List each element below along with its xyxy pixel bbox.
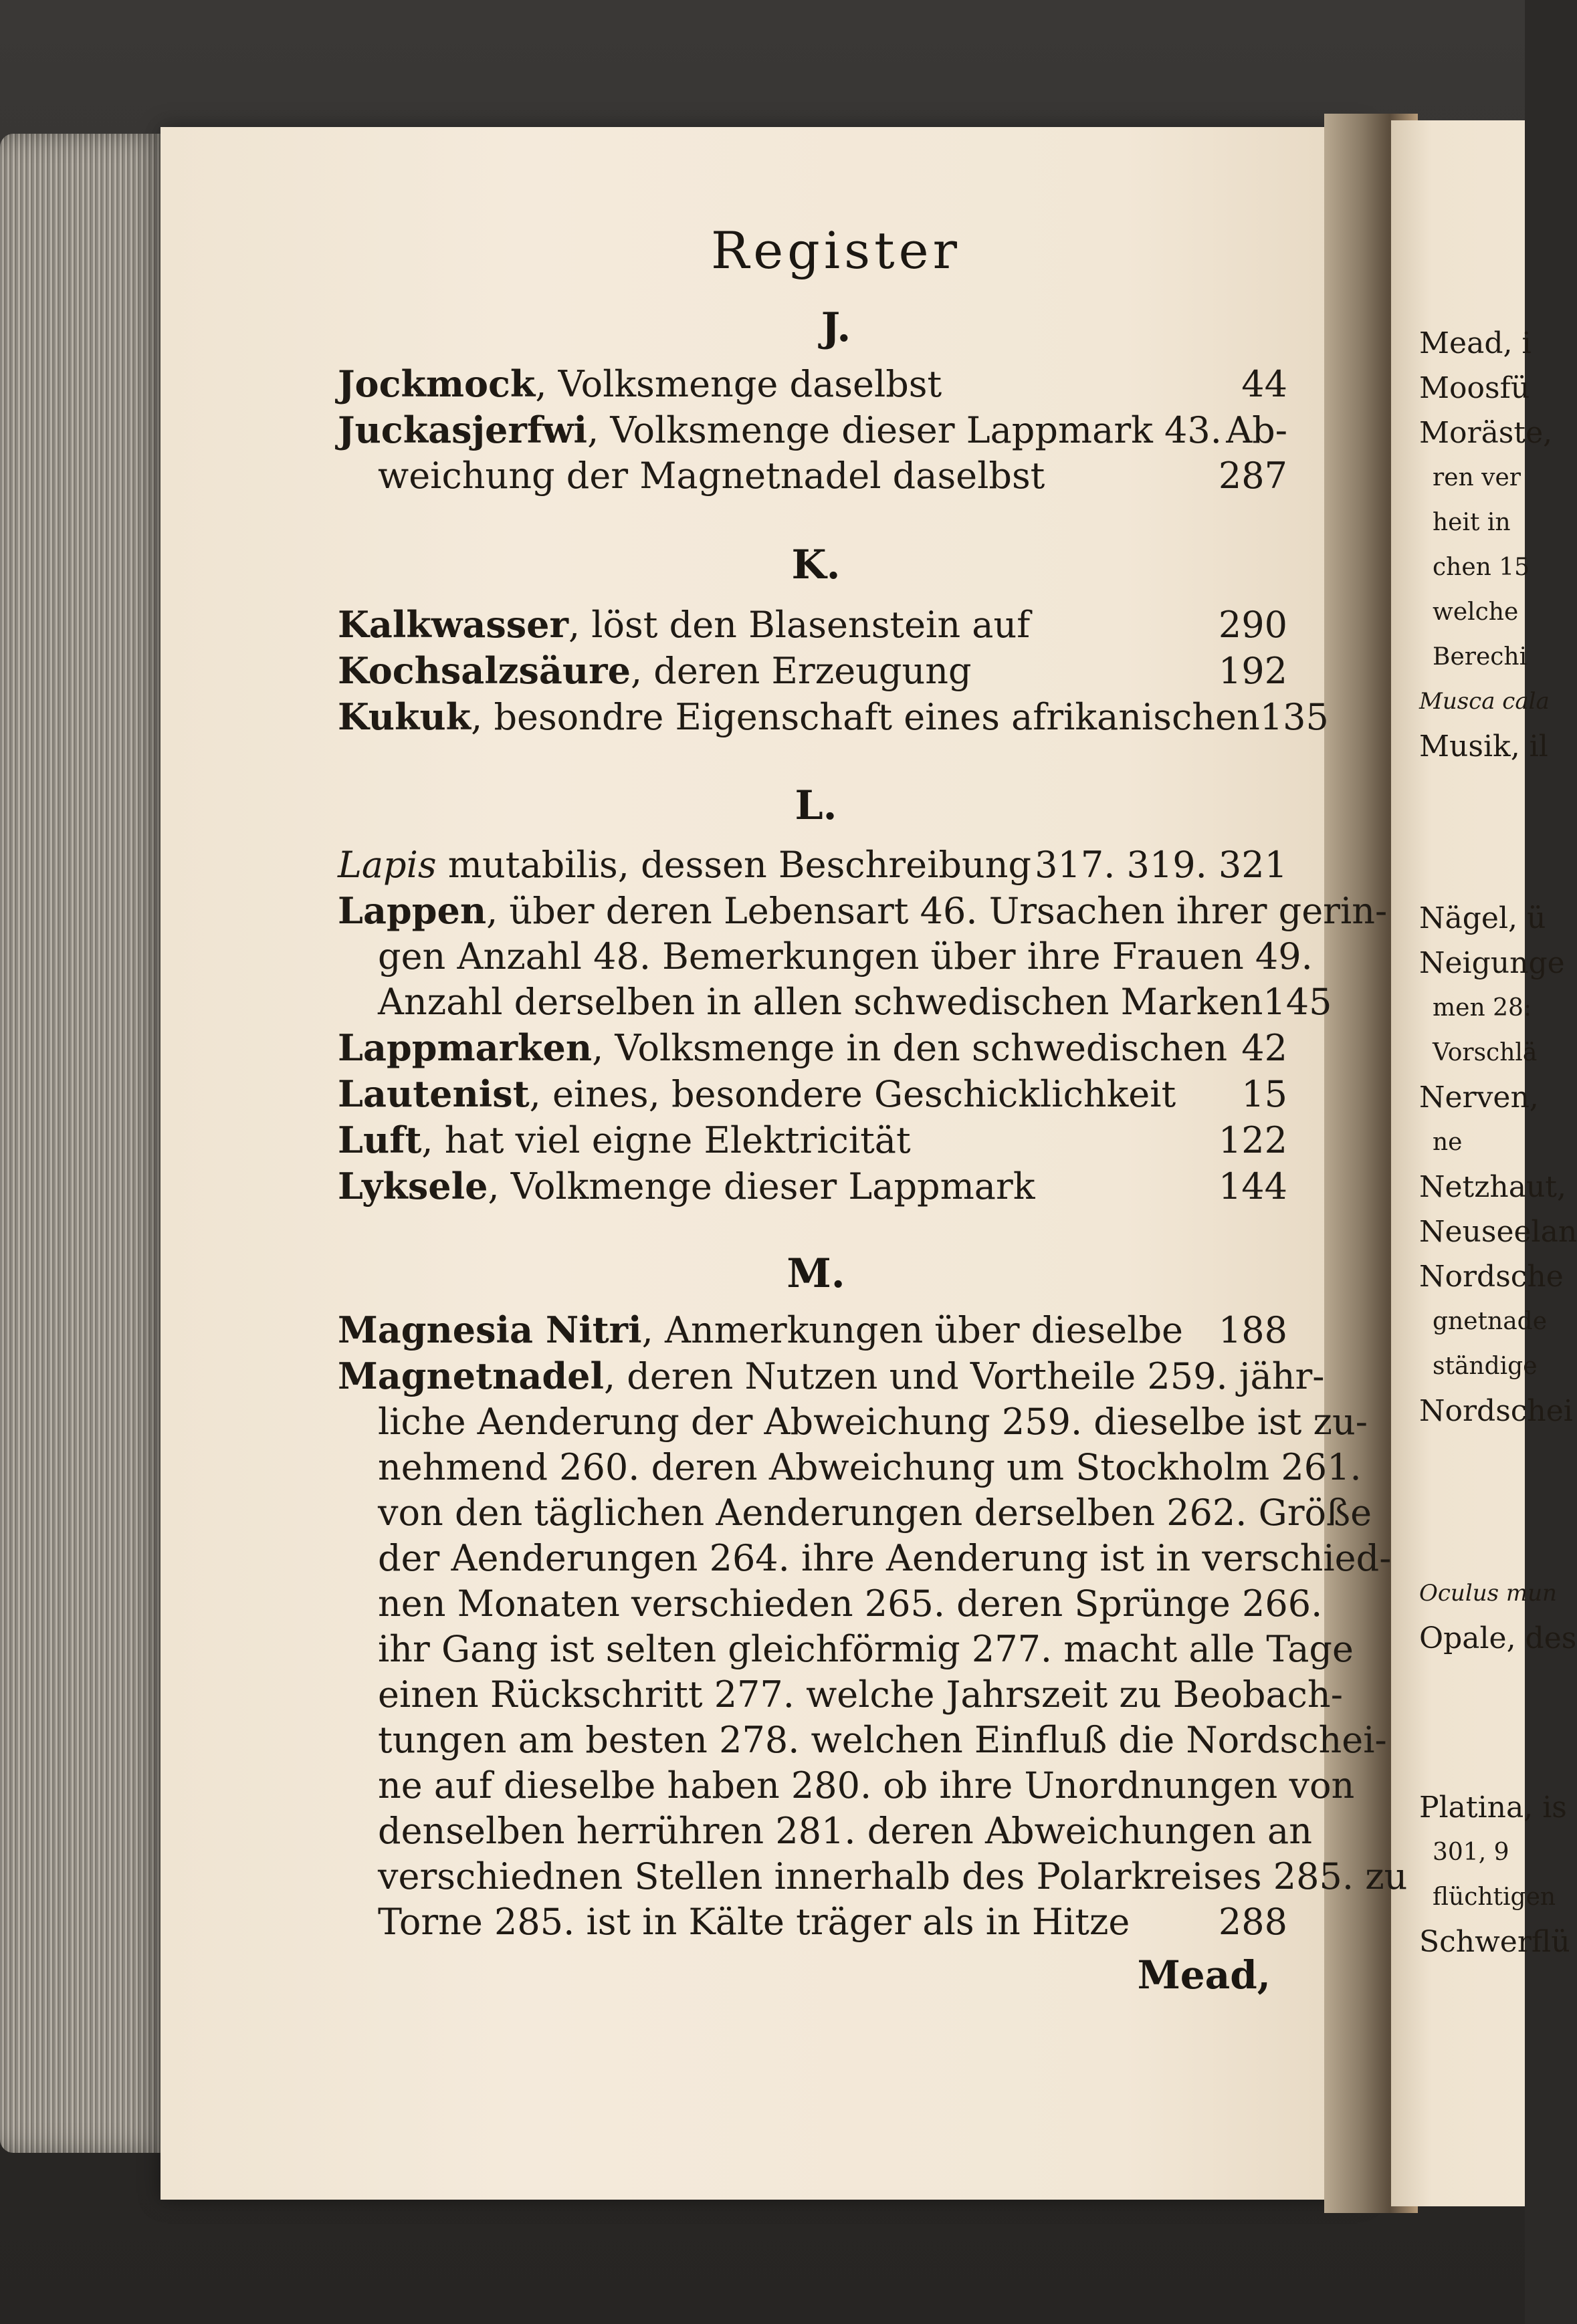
entry-page: 287 [1218, 455, 1287, 497]
entry-page: 135 [1259, 696, 1329, 738]
entry-continuation: Torne 285. ist in Kälte träger als in Hitze [378, 1901, 1130, 1943]
entry-term: Kalkwasser [338, 603, 568, 646]
entry-term: Lautenist [338, 1072, 530, 1115]
entry-page: 15 [1241, 1073, 1287, 1115]
entry-continuation: nehmend 260. deren Abweichung um Stockholm 261. [378, 1446, 1362, 1488]
entry-desc: , Volksmenge in den schwedischen [592, 1027, 1228, 1069]
entry-page: 288 [1218, 1901, 1287, 1943]
facing-line: chen 15 [1433, 554, 1530, 581]
section-j-entries [338, 361, 1287, 499]
facing-line: Musca cala [1419, 688, 1550, 715]
page-title: Register [710, 221, 961, 280]
entry-term: Magnesia Nitri [338, 1308, 642, 1351]
facing-page-text-bottom [1419, 1785, 1570, 1964]
entry-term: Magnetnadel [338, 1355, 604, 1397]
entry-term: Lyksele [338, 1165, 488, 1207]
entry-continuation: denselben herrühren 281. deren Abweichungen an [378, 1810, 1313, 1852]
entry-continuation: gen Anzahl 48. Bemerkungen über ihre Frauen 49. [378, 935, 1313, 977]
facing-line: Platina, is [1419, 1790, 1567, 1825]
facing-line: Netzhaut, [1419, 1170, 1566, 1204]
entry-desc: , Volkmenge dieser Lappmark [488, 1165, 1035, 1207]
entry-term-italic: Lapis [338, 844, 437, 886]
section-letter-m: M. [786, 1250, 845, 1297]
entry-continuation: weichung der Magnetnadel daselbst [378, 455, 1045, 497]
entry-continuation: Anzahl derselben in allen schwedischen Marken [378, 981, 1263, 1023]
facing-line: Musik, il [1419, 729, 1548, 764]
entry-continuation: der Aenderungen 264. ihre Aenderung ist in verschied- [378, 1537, 1392, 1579]
catchword: Mead, [1137, 1952, 1271, 1998]
facing-line: Nerven, [1419, 1080, 1539, 1115]
facing-page-text-middle [1419, 896, 1577, 1433]
index-entry [338, 888, 1388, 1025]
entry-continuation: liche Aenderung der Abweichung 259. dieselbe ist zu- [378, 1401, 1368, 1443]
entry-term: Kukuk [338, 695, 471, 738]
facing-line: Nordschei [1419, 1394, 1573, 1428]
section-l-entries [338, 842, 1388, 1209]
facing-line: men 28: [1433, 994, 1532, 1022]
entry-continuation: von den täglichen Aenderungen derselben 262. Größe [378, 1492, 1372, 1534]
section-k-entries [338, 602, 1329, 740]
entry-desc: , Volksmenge daselbst [535, 363, 942, 405]
entry-page: 317. 319. 321 [1035, 844, 1287, 886]
facing-line: Berechi [1433, 643, 1528, 671]
entry-page: 122 [1218, 1119, 1287, 1161]
facing-line: Moosfü [1419, 371, 1530, 405]
index-entry [338, 1117, 1287, 1163]
section-m-entries [338, 1307, 1408, 1945]
facing-line: ständige [1433, 1353, 1538, 1380]
index-entry [338, 407, 1287, 499]
facing-line: Schwerflü [1419, 1925, 1570, 1959]
page-edges [0, 134, 167, 2153]
index-entry [338, 842, 1287, 888]
facing-page-text-lower [1419, 1571, 1577, 1661]
entry-desc: , hat viel eigne Elektricität [421, 1119, 911, 1161]
entry-page: 44 [1241, 363, 1287, 405]
facing-line: Nägel, ü [1419, 901, 1546, 935]
index-entry [338, 1025, 1287, 1071]
entry-page: 192 [1218, 650, 1287, 692]
entry-desc: , Anmerkungen über dieselbe [641, 1309, 1183, 1351]
entry-term: Kochsalzsäure [338, 649, 631, 692]
section-letter-k: K. [791, 542, 841, 588]
entry-continuation: einen Rückschritt 277. welche Jahrszeit zu Beobach- [378, 1673, 1343, 1716]
facing-line: ren ver [1433, 464, 1521, 491]
index-entry [338, 1071, 1287, 1117]
facing-line: welche [1433, 598, 1519, 626]
facing-line: flüchtigen [1433, 1883, 1556, 1911]
entry-page: 42 [1241, 1027, 1287, 1069]
entry-continuation: verschiednen Stellen innerhalb des Polarkreises 285. zu [378, 1855, 1408, 1897]
entry-term: Luft [338, 1119, 422, 1161]
facing-line: gnetnade [1433, 1308, 1547, 1335]
entry-page: 290 [1218, 604, 1287, 646]
entry-page: 188 [1218, 1309, 1287, 1351]
entry-page: 145 [1263, 981, 1332, 1023]
entry-continuation: ne auf dieselbe haben 280. ob ihre Unordnungen von [378, 1764, 1355, 1807]
entry-term: Lappmarken [338, 1026, 593, 1069]
entry-term: Jockmock [338, 362, 536, 405]
entry-desc: , deren Nutzen und Vortheile 259. jähr- [603, 1355, 1325, 1397]
facing-line: Opale, des [1419, 1621, 1577, 1655]
facing-line: Mead, i [1419, 326, 1532, 360]
facing-line: ne [1433, 1129, 1463, 1156]
facing-line: Neigunge [1419, 946, 1565, 980]
entry-term: mutabilis [436, 844, 618, 886]
entry-desc: , eines, besondere Geschicklichkeit [529, 1073, 1176, 1115]
entry-term: Juckasjerfwi [338, 409, 588, 451]
facing-line: Vorschlä [1433, 1039, 1538, 1066]
facing-line: heit in [1433, 509, 1511, 536]
index-entry [338, 694, 1329, 740]
index-entry [338, 361, 1287, 407]
facing-page-text-top [1419, 321, 1553, 769]
index-entry [338, 1307, 1287, 1353]
entry-desc: , besondre Eigenschaft eines afrikanischen [471, 696, 1260, 738]
section-letter-l: L. [795, 782, 837, 829]
facing-line: Nordsche [1419, 1260, 1564, 1294]
entry-desc-tail: Ab- [1226, 409, 1287, 451]
entry-desc: , dessen Beschreibung [617, 844, 1032, 886]
index-entry [338, 1353, 1408, 1945]
index-entry [338, 602, 1287, 648]
entry-desc: , löst den Blasenstein auf [568, 604, 1031, 646]
entry-term: Lappen [338, 889, 487, 932]
facing-line: Neuseelan [1419, 1215, 1577, 1249]
entry-continuation: ihr Gang ist selten gleichförmig 277. macht alle Tage [378, 1628, 1354, 1670]
facing-line: Oculus mun [1419, 1580, 1557, 1607]
facing-line: Moräste, [1419, 416, 1553, 450]
entry-page: 144 [1218, 1165, 1287, 1207]
section-letter-j: J. [821, 304, 851, 351]
facing-line: 301, 9 [1433, 1839, 1509, 1866]
entry-continuation: tungen am besten 278. welchen Einfluß die Nordschei- [378, 1719, 1387, 1761]
entry-desc: , über deren Lebensart 46. Ursachen ihrer gerin- [486, 890, 1388, 932]
index-entry [338, 648, 1287, 694]
entry-continuation: nen Monaten verschieden 265. deren Sprünge 266. [378, 1583, 1323, 1625]
entry-desc: , deren Erzeugung [630, 650, 972, 692]
entry-desc: , Volksmenge dieser Lappmark 43. [587, 409, 1222, 451]
index-entry [338, 1163, 1287, 1209]
